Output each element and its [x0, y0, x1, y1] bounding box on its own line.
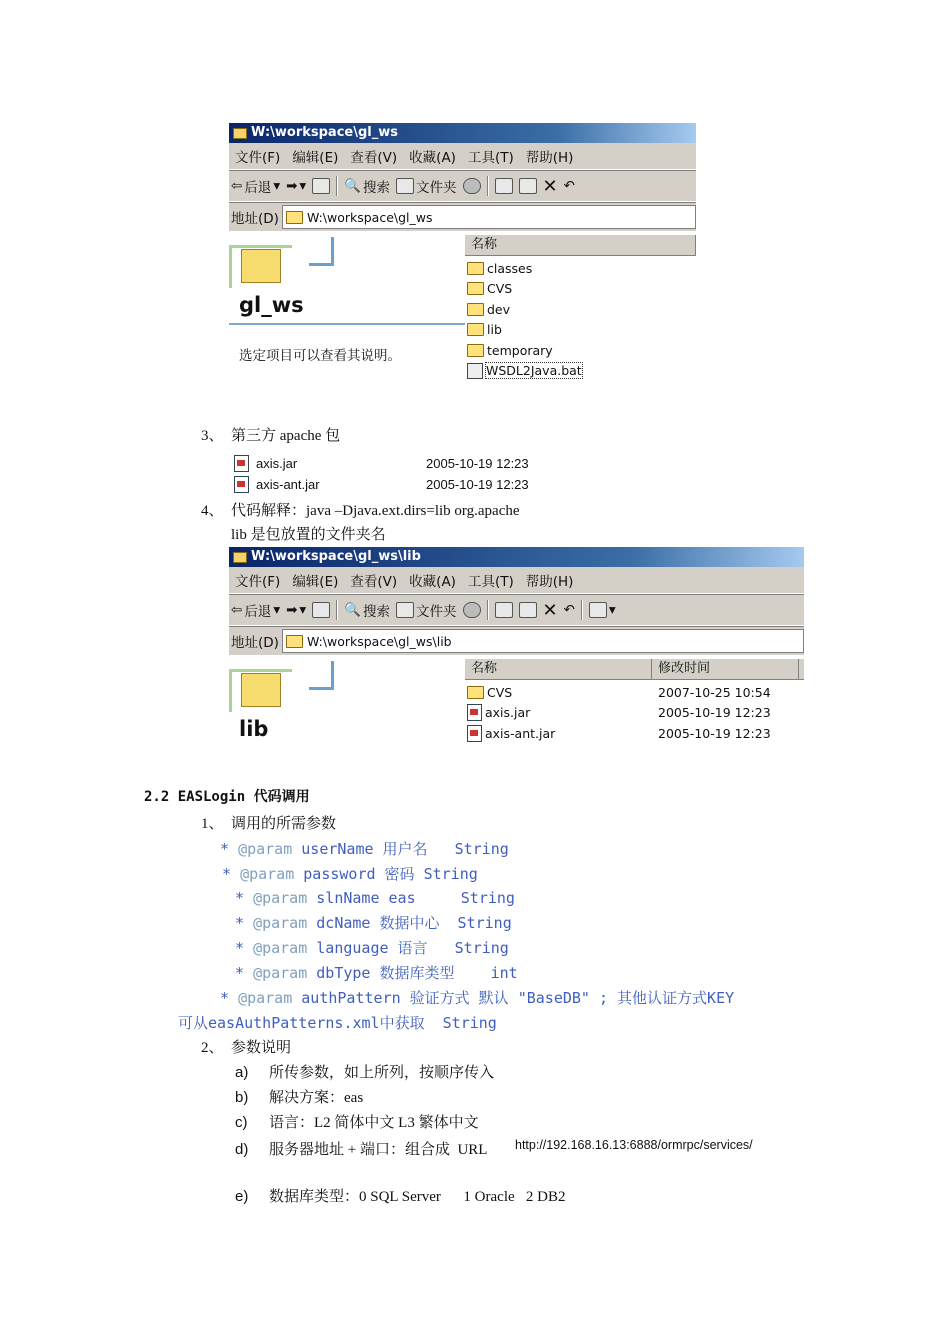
window-title: W:\workspace\gl_ws	[251, 125, 398, 140]
large-folder-icon	[241, 673, 281, 707]
decor-frame	[309, 237, 334, 266]
divider	[229, 323, 465, 325]
window-title: W:\workspace\gl_ws\lib	[251, 549, 421, 564]
file-name: dev	[487, 301, 511, 317]
list-item[interactable]	[467, 279, 582, 300]
back-arrow-icon: ⇦	[231, 178, 243, 194]
history-icon[interactable]	[463, 178, 481, 194]
up-folder-icon[interactable]	[312, 178, 330, 194]
folders-label: 文件夹	[416, 604, 457, 620]
list-item[interactable]	[467, 723, 797, 744]
menu-favorites[interactable]: 收藏(A)	[409, 574, 456, 590]
step-3-text: 第三方 apache 包	[231, 428, 341, 444]
folder-icon	[467, 344, 484, 357]
address-label: 地址(D)	[231, 635, 279, 651]
step-3-number: 3、	[201, 428, 224, 444]
column-header	[465, 659, 804, 680]
toolbar-separator	[487, 176, 489, 196]
code-prefix: *	[220, 840, 239, 858]
file-name: temporary	[487, 342, 553, 358]
column-name[interactable]: 名称	[465, 659, 652, 679]
web-view-pane	[229, 655, 465, 745]
address-input[interactable]	[282, 629, 804, 653]
folder-name: gl_ws	[239, 293, 304, 317]
sub-item-label: e)	[235, 1188, 249, 1205]
column-name[interactable]: 名称	[465, 235, 696, 255]
content-area	[229, 655, 804, 745]
address-bar	[229, 626, 804, 655]
sub-item-label: d)	[235, 1141, 249, 1158]
menu-bar	[229, 567, 804, 594]
copy-to-icon[interactable]	[519, 602, 537, 618]
explorer-window-lib	[229, 547, 804, 745]
search-button[interactable]	[344, 176, 390, 196]
forward-arrow-icon: ➡	[286, 602, 298, 618]
code-prefix: *	[235, 964, 254, 982]
file-name: lib	[487, 322, 502, 338]
item-2-text: 参数说明	[231, 1040, 292, 1056]
sub-item-text: 解决方案：eas	[269, 1090, 364, 1106]
code-rest: dbType 数据库类型 int	[307, 964, 518, 982]
code-prefix: *	[235, 889, 254, 907]
list-item[interactable]	[467, 299, 582, 320]
move-to-icon[interactable]	[495, 602, 513, 618]
file-list	[467, 682, 797, 744]
large-folder-icon	[241, 249, 281, 283]
param-line	[235, 963, 518, 983]
history-icon[interactable]	[463, 602, 481, 618]
menu-help[interactable]: 帮助(H)	[525, 150, 574, 166]
toolbar-separator	[336, 176, 338, 196]
file-name: WSDL2Java.bat	[486, 363, 582, 379]
folders-icon	[396, 602, 414, 618]
forward-button[interactable]: ➡ ▾	[286, 178, 307, 194]
jar-file-icon	[234, 455, 249, 472]
list-item[interactable]	[467, 320, 582, 341]
toolbar-separator	[487, 600, 489, 620]
sub-item-text: 所传参数，如上所列，按顺序传入	[269, 1065, 495, 1081]
folder-icon	[467, 686, 484, 699]
code-tag: @param	[253, 889, 308, 907]
code-prefix: *	[235, 914, 254, 932]
file-date: 2005-10-19 12:23	[658, 705, 771, 721]
column-modified[interactable]: 修改时间	[652, 659, 799, 679]
list-item[interactable]	[467, 258, 582, 279]
toolbar	[229, 594, 804, 626]
back-button[interactable]: ⇦ 后退 ▾	[231, 602, 281, 620]
search-icon: 🔍	[344, 602, 361, 618]
jar-file-icon	[467, 725, 482, 742]
address-label: 地址(D)	[231, 211, 279, 227]
code-tag: @param	[253, 914, 308, 932]
param-line	[222, 864, 478, 884]
forward-button[interactable]: ➡ ▾	[286, 602, 307, 618]
code-tag: @param	[238, 989, 293, 1007]
code-rest: language 语言 String	[307, 939, 509, 957]
toolbar-separator	[336, 600, 338, 620]
menu-tools[interactable]: 工具(T)	[467, 574, 514, 590]
file-name: CVS	[487, 684, 513, 700]
menu-file[interactable]: 文件(F)	[235, 150, 281, 166]
file-name: axis.jar	[485, 705, 531, 721]
file-name: axis-ant.jar	[256, 477, 320, 492]
undo-icon[interactable]: ↶	[563, 602, 575, 618]
folder-icon	[286, 211, 303, 224]
folder-icon	[467, 262, 484, 275]
menu-view[interactable]: 查看(V)	[350, 574, 398, 590]
folder-icon	[467, 323, 484, 336]
move-to-icon[interactable]	[495, 178, 513, 194]
code-rest: dcName 数据中心 String	[307, 914, 512, 932]
hint-text: 选定项目可以查看其说明。	[239, 348, 401, 364]
explorer-window-gl-ws	[229, 123, 696, 382]
toolbar	[229, 170, 696, 202]
item-1-number: 1、	[201, 816, 224, 832]
code-tag: @param	[240, 865, 295, 883]
list-item[interactable]	[234, 474, 564, 495]
file-name: axis-ant.jar	[485, 725, 556, 741]
folder-icon	[233, 128, 247, 139]
menu-edit[interactable]: 编辑(E)	[292, 150, 339, 166]
jar-file-icon	[467, 704, 482, 721]
file-date: 2007-10-25 10:54	[658, 684, 771, 700]
title-bar	[229, 123, 696, 143]
param-line	[235, 913, 512, 933]
menu-edit[interactable]: 编辑(E)	[292, 574, 339, 590]
list-item[interactable]	[467, 682, 797, 703]
batch-file-icon	[467, 363, 483, 379]
code-tag: @param	[253, 939, 308, 957]
folders-icon	[396, 178, 414, 194]
search-icon: 🔍	[344, 178, 361, 194]
file-list	[467, 258, 582, 381]
menu-view[interactable]: 查看(V)	[350, 150, 398, 166]
delete-icon[interactable]: ✕	[542, 175, 558, 197]
folders-button[interactable]	[396, 600, 457, 620]
search-label: 搜索	[363, 180, 390, 196]
step-4-text: 代码解释：java –Djava.ext.dirs=lib org.apache	[231, 503, 520, 519]
folders-button[interactable]	[396, 176, 457, 196]
param-line	[235, 938, 509, 958]
address-value: W:\workspace\gl_ws	[306, 209, 433, 225]
sub-item-label: c)	[235, 1114, 248, 1131]
folder-icon	[467, 303, 484, 316]
back-arrow-icon: ⇦	[231, 602, 243, 618]
code-rest: userName 用户名 String	[292, 840, 509, 858]
menu-favorites[interactable]: 收藏(A)	[409, 150, 456, 166]
sub-item-text: 服务器地址 + 端口：组合成 URL	[269, 1142, 488, 1158]
folder-icon	[233, 552, 247, 563]
step-4-line2: lib 是包放置的文件夹名	[231, 527, 386, 543]
file-name: axis.jar	[256, 456, 298, 471]
code-prefix: *	[235, 939, 254, 957]
menu-bar	[229, 143, 696, 170]
menu-tools[interactable]: 工具(T)	[467, 150, 514, 166]
delete-icon[interactable]: ✕	[542, 599, 558, 621]
param-line	[220, 988, 734, 1008]
views-button[interactable]: ▾	[589, 602, 616, 618]
search-button[interactable]	[344, 600, 390, 620]
address-bar	[229, 202, 696, 231]
item-1-text: 调用的所需参数	[231, 816, 337, 832]
sub-item-text: 语言：L2 简体中文 L3 繁体中文	[269, 1115, 479, 1131]
web-view-pane	[229, 231, 465, 382]
code-prefix: *	[220, 989, 239, 1007]
folder-name: lib	[239, 717, 269, 741]
section-heading: 2.2 EASLogin 代码调用	[144, 789, 310, 805]
address-value: W:\workspace\gl_ws\lib	[306, 633, 452, 649]
menu-file[interactable]: 文件(F)	[235, 574, 281, 590]
server-url: http://192.168.16.13:6888/ormrpc/services/	[515, 1138, 753, 1152]
file-date: 2005-10-19 12:23	[658, 725, 771, 741]
folder-icon	[467, 282, 484, 295]
sub-item-text: 数据库类型：0 SQL Server 1 Oracle 2 DB2	[269, 1189, 566, 1205]
copy-to-icon[interactable]	[519, 178, 537, 194]
item-2-number: 2、	[201, 1040, 224, 1056]
folders-label: 文件夹	[416, 180, 457, 196]
search-label: 搜索	[363, 604, 390, 620]
list-item[interactable]	[467, 361, 582, 382]
toolbar-separator	[581, 600, 583, 620]
file-name: classes	[487, 260, 533, 276]
decor-frame	[309, 661, 334, 690]
views-icon	[589, 602, 607, 618]
code-tag: @param	[238, 840, 293, 858]
menu-help[interactable]: 帮助(H)	[525, 574, 574, 590]
undo-icon[interactable]: ↶	[563, 178, 575, 194]
sub-item-label: a)	[235, 1064, 249, 1081]
title-bar	[229, 547, 804, 567]
back-button[interactable]: ⇦ 后退 ▾	[231, 178, 281, 196]
code-rest: slnName eas String	[307, 889, 515, 907]
list-item[interactable]	[467, 703, 797, 724]
back-label: 后退	[244, 180, 272, 196]
file-date: 2005-10-19 12:23	[426, 477, 529, 492]
code-prefix: *	[222, 865, 241, 883]
back-label: 后退	[244, 604, 272, 620]
param-continuation: 可从easAuthPatterns.xml中获取 String	[178, 1014, 497, 1032]
folder-icon	[286, 635, 303, 648]
jar-list	[234, 453, 564, 495]
file-name: CVS	[487, 281, 513, 297]
param-line	[235, 888, 515, 908]
column-header	[465, 235, 696, 256]
sub-item-label: b)	[235, 1089, 249, 1106]
code-rest: password 密码 String	[294, 865, 478, 883]
jar-file-icon	[234, 476, 249, 493]
file-date: 2005-10-19 12:23	[426, 456, 529, 471]
param-line	[220, 839, 509, 859]
up-folder-icon[interactable]	[312, 602, 330, 618]
code-rest: authPattern 验证方式 默认 "BaseDB" ; 其他认证方式KEY	[292, 989, 735, 1007]
forward-arrow-icon: ➡	[286, 178, 298, 194]
list-item[interactable]	[234, 453, 564, 474]
address-input[interactable]	[282, 205, 696, 229]
content-area	[229, 231, 696, 382]
list-item[interactable]	[467, 340, 582, 361]
step-4-number: 4、	[201, 503, 224, 519]
code-tag: @param	[253, 964, 308, 982]
